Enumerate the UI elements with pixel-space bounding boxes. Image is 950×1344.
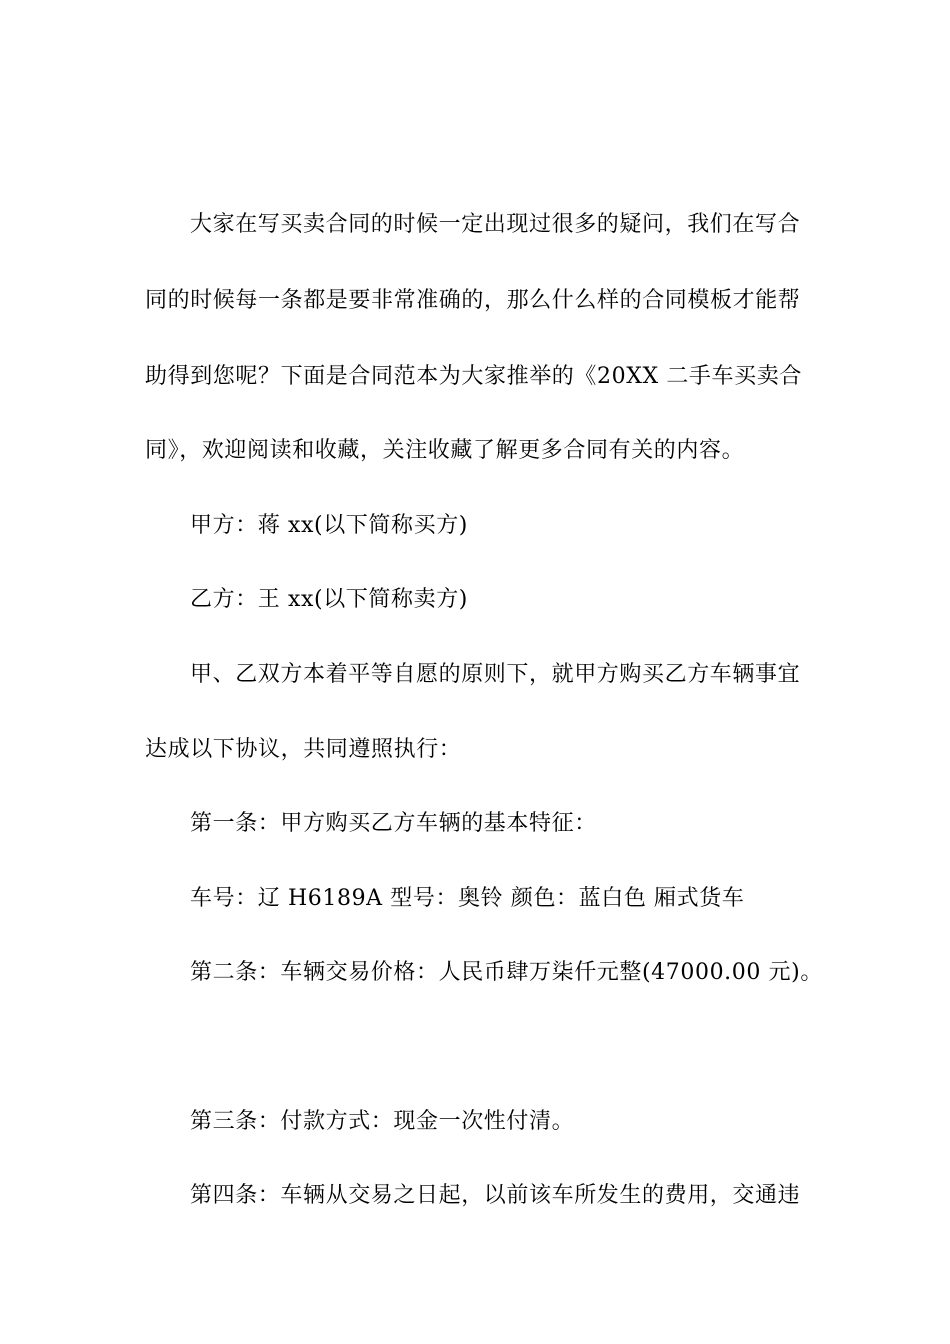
article-4: 第四条：车辆从交易之日起，以前该车所发生的费用，交通违 [190, 1183, 801, 1208]
agreement-line-1: 甲、乙双方本着平等自愿的原则下，就甲方购买乙方车辆事宜 [190, 662, 801, 687]
intro-line-1: 大家在写买卖合同的时候一定出现过很多的疑问，我们在写合 [190, 212, 801, 237]
intro-line-2: 同的时候每一条都是要非常准确的，那么什么样的合同模板才能帮 [145, 288, 801, 313]
article-3: 第三条：付款方式：现金一次性付清。 [190, 1109, 575, 1134]
agreement-line-2: 达成以下协议，共同遵照执行： [145, 737, 462, 762]
article-2: 第二条：车辆交易价格：人民币肆万柒仟元整(47000.00 元)。 [190, 960, 823, 985]
intro-line-4: 同》，欢迎阅读和收藏，关注收藏了解更多合同有关的内容。 [145, 438, 745, 463]
article-1: 第一条：甲方购买乙方车辆的基本特征： [190, 811, 597, 836]
party-b: 乙方：王 xx(以下简称卖方) [190, 587, 468, 612]
intro-line-3: 助得到您呢？下面是合同范本为大家推举的《20XX 二手车买卖合 [145, 364, 802, 389]
party-a: 甲方：蒋 xx(以下简称买方) [190, 513, 468, 538]
vehicle-info: 车号：辽 H6189A 型号：奥铃 颜色：蓝白色 厢式货车 [190, 886, 745, 911]
